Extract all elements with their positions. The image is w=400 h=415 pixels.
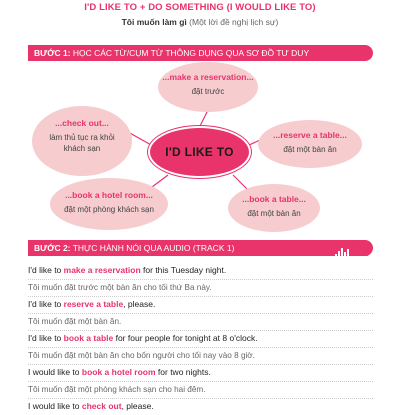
node-reserve-table (258, 120, 362, 168)
node-phrase: ...book a table... (242, 194, 306, 204)
divider (28, 398, 373, 399)
step1-text: HỌC CÁC TỪ/CỤM TỪ THÔNG DỤNG QUA SƠ ĐỒ TƯ DUY (72, 48, 310, 58)
subtitle-note: (Một lời đề nghị lịch sự) (189, 17, 279, 27)
audio-wave-icon (334, 242, 349, 258)
node-meaning: đặt một bàn ăn (283, 145, 337, 154)
node-book-table (228, 184, 320, 232)
sentence-en: I would like to check out, please. (28, 401, 154, 411)
node-meaning: đặt một phòng khách sạn (64, 205, 154, 214)
sentence-en: I'd like to reserve a table, please. (28, 299, 156, 309)
node-phrase: ...check out... (55, 118, 109, 128)
sentence-highlight: check out (81, 401, 122, 411)
step2-bar (28, 240, 373, 256)
node-make-reservation (158, 62, 258, 112)
step2-text: THỰC HÀNH NÓI QUA AUDIO (TRACK 1) (72, 243, 235, 253)
subtitle-bold: Tôi muốn làm gì (121, 17, 187, 27)
practice-sentences (28, 262, 373, 415)
sentence-highlight: book a hotel room (81, 367, 156, 377)
headphones-icon[interactable] (350, 238, 370, 258)
center-label: I'D LIKE TO (165, 145, 234, 159)
sentence-en: I would like to book a hotel room for two nights. (28, 367, 211, 377)
sentence-highlight: book a table (63, 333, 114, 343)
node-phrase: ...make a reservation... (162, 72, 254, 82)
divider (28, 279, 373, 280)
node-phrase: ...reserve a table... (273, 130, 347, 140)
divider (28, 364, 373, 365)
sentence-highlight: reserve a table (63, 299, 124, 309)
sentence-vi: Tôi muốn đặt một bàn ăn. (28, 317, 122, 326)
sentence-highlight: make a reservation (63, 265, 141, 275)
page-title: I'D LIKE TO + DO SOMETHING (I WOULD LIKE TO) (84, 2, 316, 13)
divider (28, 330, 373, 331)
sentence-vi: Tôi muốn đặt một phòng khách sạn cho hai đêm. (28, 385, 206, 394)
divider (28, 296, 373, 297)
sentence-en: I'd like to book a table for four people for tonight at 8 o'clock. (28, 333, 258, 343)
divider (28, 381, 373, 382)
node-phrase: ...book a hotel room... (65, 190, 153, 200)
divider (28, 313, 373, 314)
divider (28, 347, 373, 348)
node-meaning: đặt trước (191, 87, 225, 96)
mind-map (28, 62, 373, 238)
step1-bar (28, 45, 373, 61)
sentence-vi: Tôi muốn đặt trước một bàn ăn cho tối thứ Ba này. (28, 283, 212, 292)
node-check-out (32, 106, 132, 176)
step1-label: BƯỚC 1: (34, 48, 71, 58)
page-subtitle (0, 17, 400, 27)
node-book-hotel-room (50, 178, 168, 230)
node-meaning: đặt một bàn ăn (247, 209, 301, 218)
sentence-en: I'd like to make a reservation for this Tuesday night. (28, 265, 227, 275)
center-node (148, 126, 251, 178)
step2-label: BƯỚC 2: (34, 243, 71, 253)
sentence-vi: Tôi muốn đặt một bàn ăn cho bốn người cho tối nay vào 8 giờ. (28, 351, 255, 360)
node-meaning: làm thủ tục ra khỏi khách sạn (49, 133, 115, 153)
